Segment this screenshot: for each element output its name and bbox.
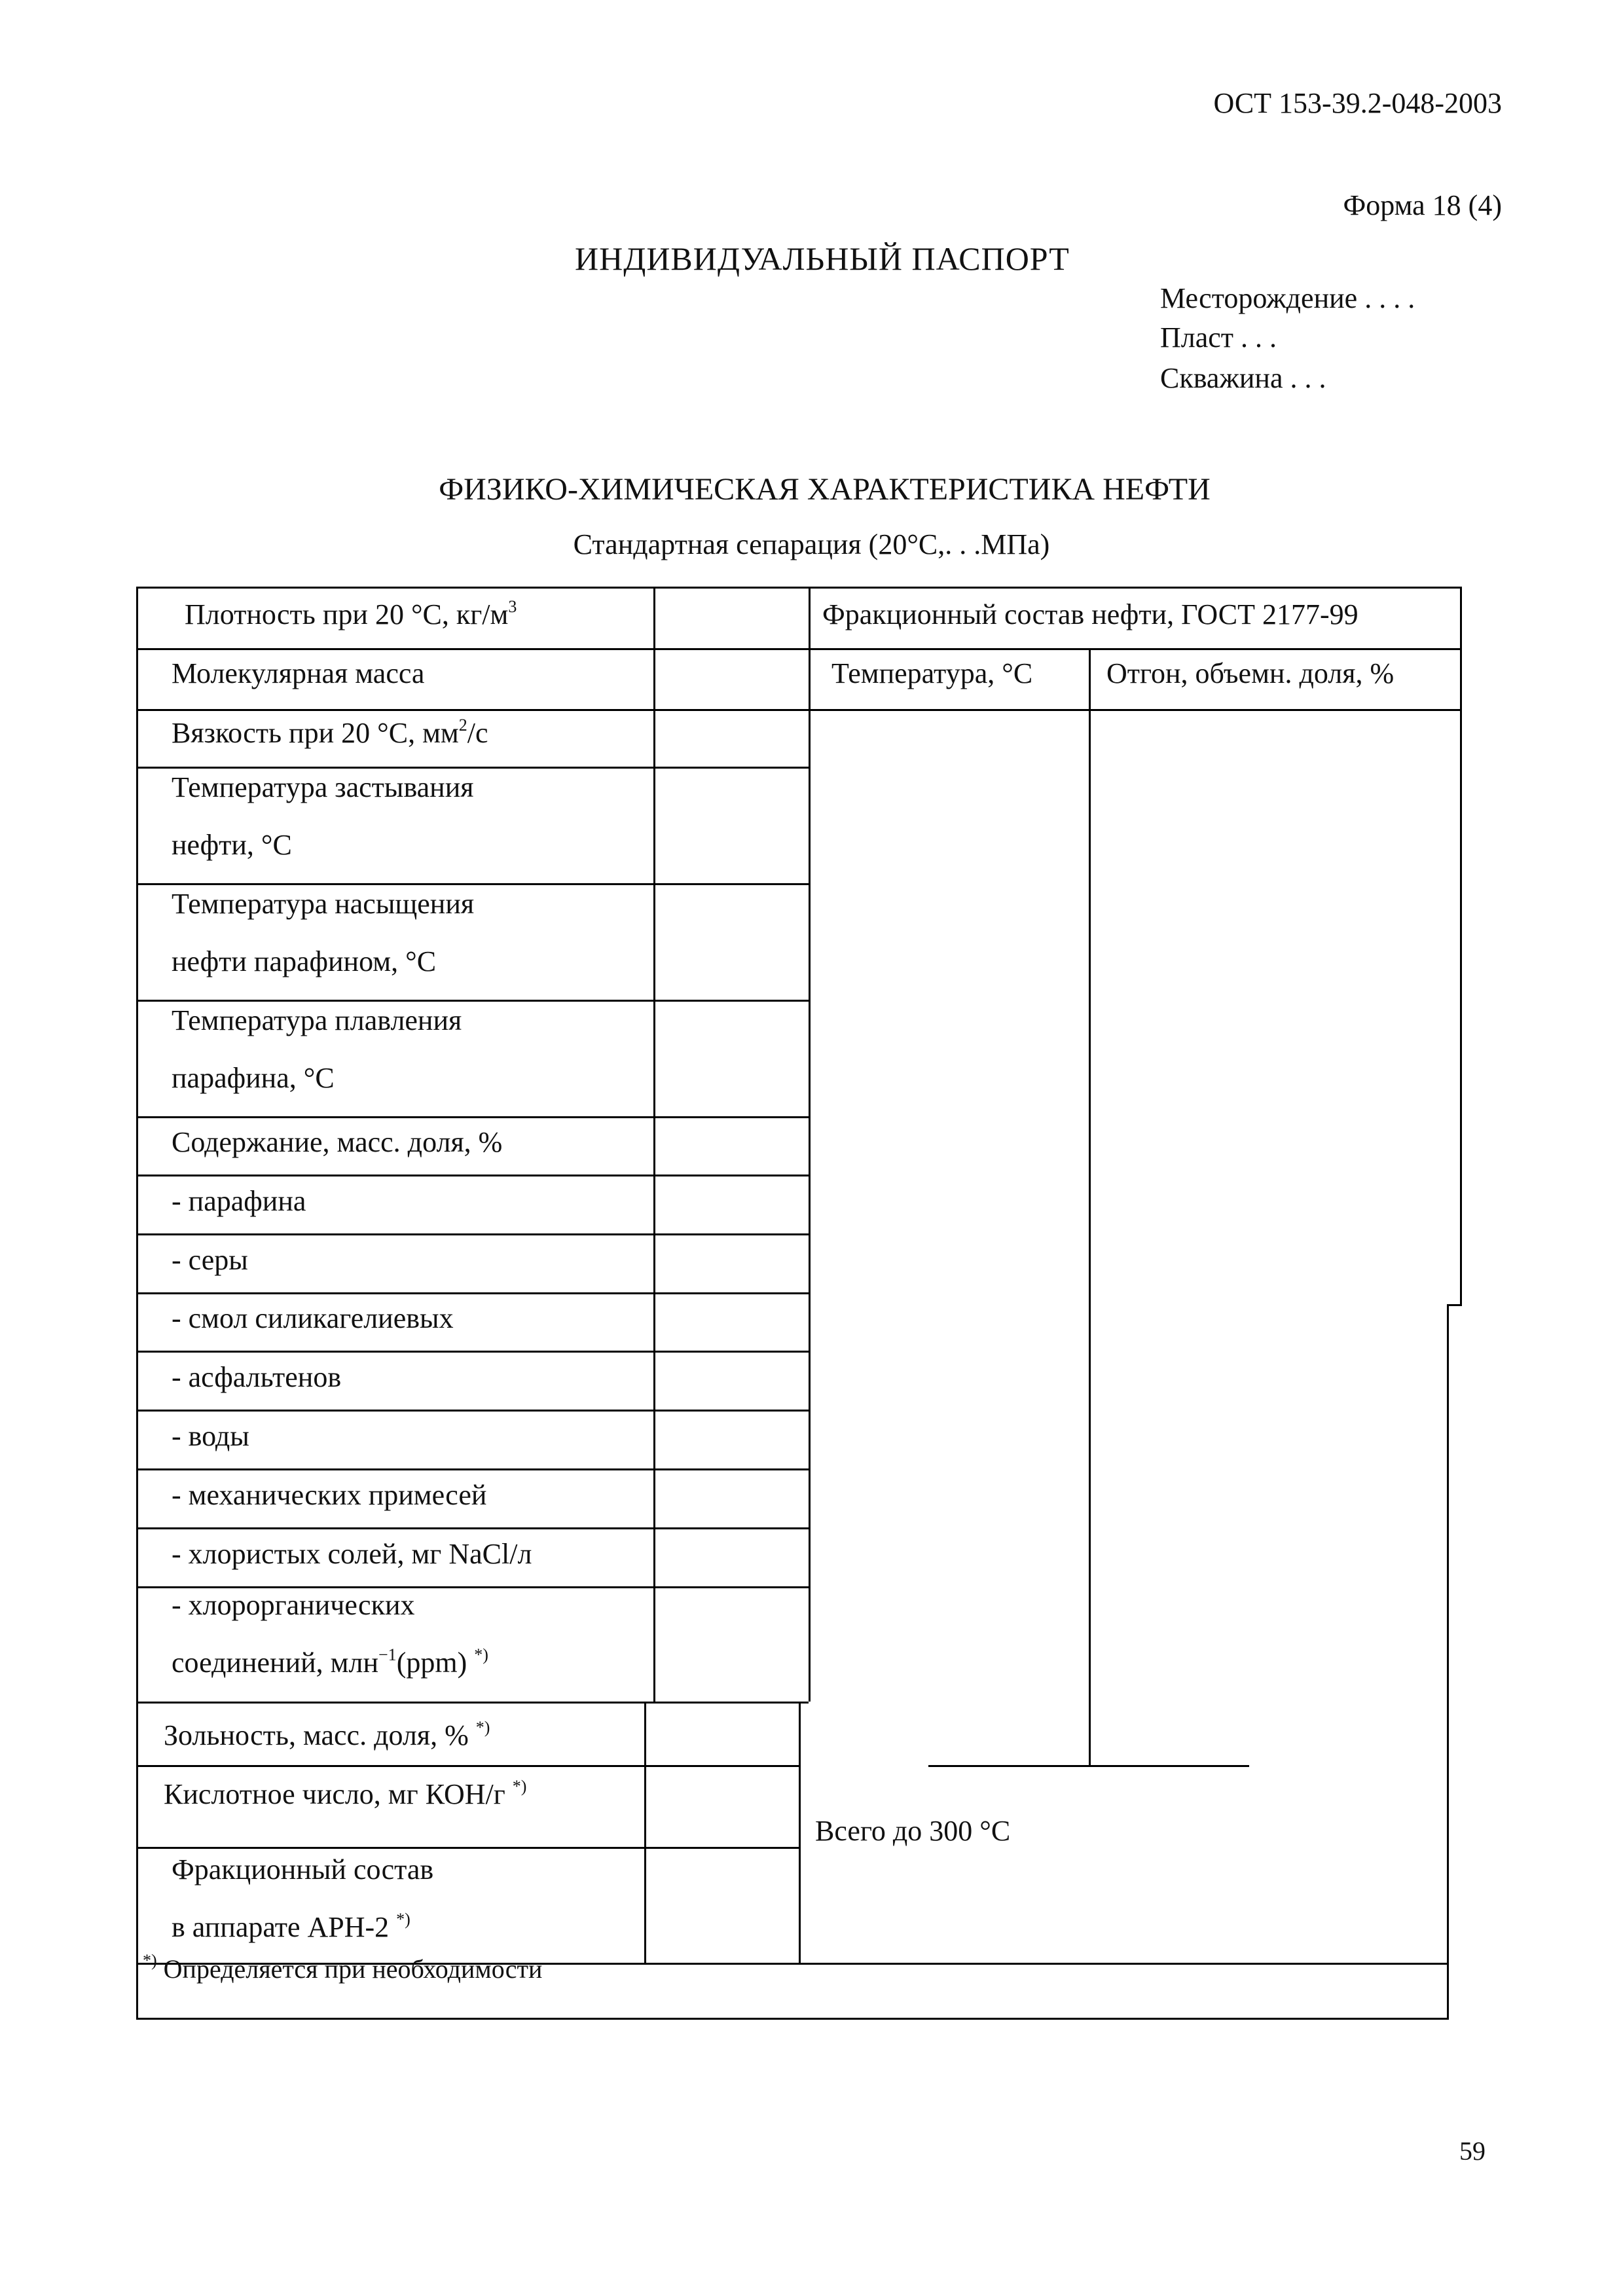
- right-section-divider-lower: [799, 1702, 801, 1963]
- table-border-left: [136, 587, 138, 2019]
- page-subtitle: Стандартная сепарация (20°С,. . .МПа): [573, 528, 1050, 560]
- row-label-organochlorine-line2: соединений, млн$^{-1}$(ppm) *): [172, 1645, 488, 1679]
- well-location: Скважина . . .: [1160, 362, 1326, 394]
- table-border-right-lower: [1447, 1304, 1449, 2019]
- passport-title: ИНДИВИДУАЛЬНЫЙ ПАСПОРТ: [575, 240, 1070, 277]
- row-label-paraffin-saturation-line2: нефти парафином, °С: [172, 945, 437, 977]
- table-border-bottom: [136, 2018, 1449, 2020]
- value-column-divider-upper: [653, 587, 655, 1702]
- row-label-organochlorine: - хлорорганических: [172, 1589, 415, 1621]
- distillate-column-header: Отгон, объемн. доля, %: [1106, 657, 1395, 689]
- row-label-ash-content: Зольность, масс. доля, % *): [164, 1718, 490, 1751]
- table-border-right-step: [1447, 1304, 1462, 1306]
- total-up-to-300-label: Всего до 300 °С: [815, 1815, 1011, 1847]
- row-label-content: Содержание, масс. доля, %: [172, 1126, 503, 1158]
- row-label-pour-point-line2: нефти, °С: [172, 829, 292, 861]
- temperature-column-header: Температура, °С: [831, 657, 1033, 689]
- row-label-chloride-salts: - хлористых солей, мг NaCl/л: [172, 1538, 532, 1570]
- row-label-fractional-arn2: Фракционный состав: [172, 1853, 434, 1886]
- fractional-composition-header: Фракционный состав нефти, ГОСТ 2177-99: [822, 598, 1359, 630]
- row-label-paraffin-melting: Температура плавления: [172, 1004, 462, 1036]
- total-line: [928, 1765, 1249, 1767]
- row-label-acid-number: Кислотное число, мг КОН/г *): [164, 1777, 527, 1810]
- footnote: *) Определяется при необходимости: [143, 1951, 543, 1984]
- row-label-mechanical-impurities: - механических примесей: [172, 1479, 487, 1511]
- table-border-right-upper: [1460, 587, 1462, 1304]
- row-label-resins: - смол силикагелиевых: [172, 1302, 454, 1334]
- page-title: ФИЗИКО-ХИМИЧЕСКАЯ ХАРАКТЕРИСТИКА НЕФТИ: [439, 472, 1211, 507]
- row-label-viscosity: Вязкость при 20 °С, $мм^2/с$: [172, 716, 488, 749]
- right-subheader-divider: [809, 709, 1461, 711]
- fraction-column-divider: [1089, 648, 1091, 1765]
- row-label-pour-point: Температура застывания: [172, 771, 474, 803]
- value-column-divider-lower: [644, 1702, 646, 1963]
- row-label-paraffin-saturation: Температура насыщения: [172, 888, 475, 920]
- form-number: Форма 18 (4): [1343, 189, 1502, 221]
- document-code: ОСТ 153-39.2-048-2003: [1213, 87, 1502, 119]
- row-label-asphaltenes: - асфальтенов: [172, 1361, 342, 1393]
- row-label-molecular-mass: Молекулярная масса: [172, 657, 425, 689]
- right-section-divider-upper: [809, 587, 811, 1702]
- row-label-paraffin: - парафина: [172, 1185, 306, 1217]
- reservoir-location: Пласт . . .: [1160, 321, 1277, 354]
- row-label-water: - воды: [172, 1420, 249, 1452]
- row-label-density: Плотность при 20 °С, $кг/м^3$: [185, 597, 517, 630]
- page-number: 59: [1459, 2136, 1486, 2166]
- row-divider: [136, 1702, 809, 1704]
- row-label-paraffin-melting-line2: парафина, °С: [172, 1062, 335, 1094]
- row-label-sulfur: - серы: [172, 1244, 248, 1276]
- row-label-fractional-arn2-line2: в аппарате АРН-2 *): [172, 1910, 410, 1943]
- field-location: Месторождение . . . .: [1160, 282, 1415, 314]
